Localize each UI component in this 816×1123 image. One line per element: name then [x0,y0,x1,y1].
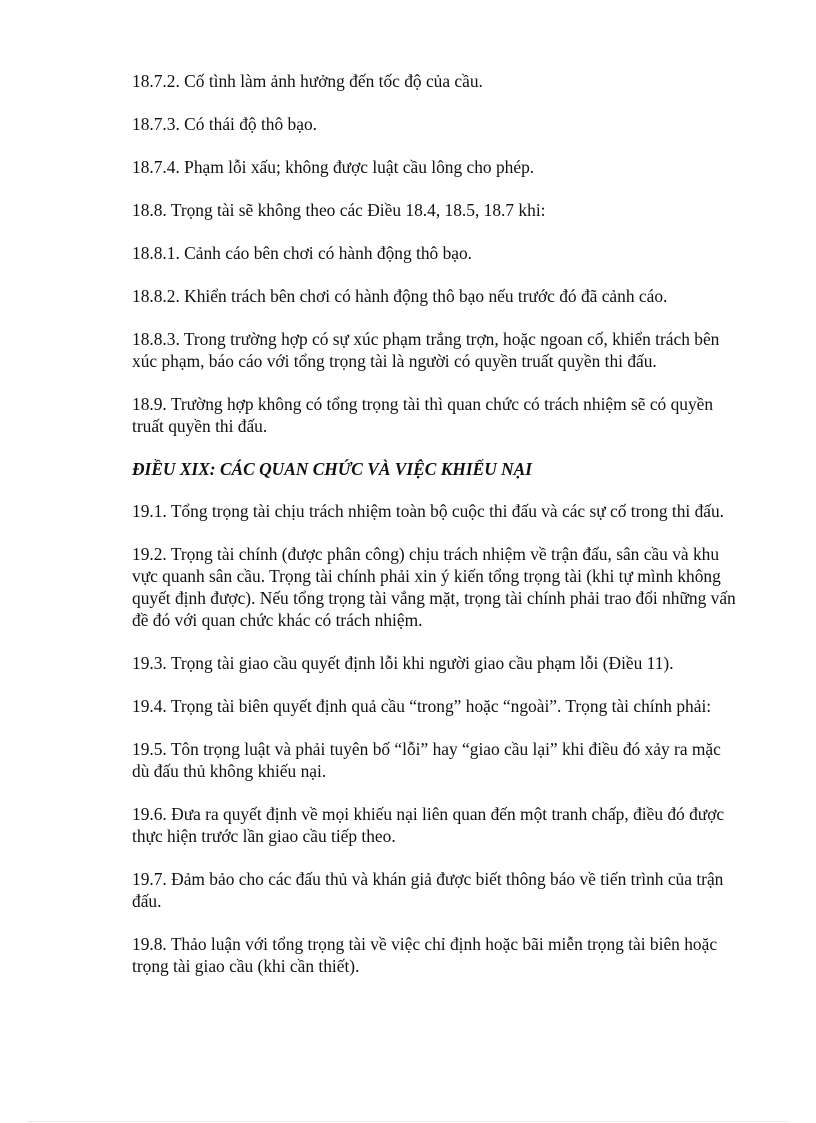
document-body [132,70,742,998]
paragraph-19-5: 19.5. Tôn trọng luật và phải tuyên bố “lỗi” hay “giao cầu lại” khi điều đó xảy ra mặc dù đấu thủ không khiếu nại. [132,739,721,781]
page-bottom-rule [28,1121,788,1122]
section-heading: ĐIỀU XIX: CÁC QUAN CHỨC VÀ VIỆC KHIẾU NẠI [132,459,533,479]
paragraph-18-8-1: 18.8.1. Cảnh cáo bên chơi có hành động thô bạo. [132,243,473,263]
paragraph-19-1: 19.1. Tổng trọng tài chịu trách nhiệm toàn bộ cuộc thi đấu và các sự cố trong thi đấu. [132,501,725,521]
paragraph-18-8-3: 18.8.3. Trong trường hợp có sự xúc phạm trắng trợn, hoặc ngoan cố, khiển trách bên xúc phạm, báo cáo với tổng trọng tài là người có quyền truất quyền thi đấu. [132,329,720,371]
paragraph-18-7-2: 18.7.2. Cố tình làm ảnh hưởng đến tốc độ của cầu. [132,71,483,91]
paragraph-19-6: 19.6. Đưa ra quyết định về mọi khiếu nại liên quan đến một tranh chấp, điều đó được thực hiện trước lần giao cầu tiếp theo. [132,804,725,846]
paragraph-19-8: 19.8. Thảo luận với tổng trọng tài về việc chỉ định hoặc bãi miễn trọng tài biên hoặc trọng tài giao cầu (khi cần thiết). [132,934,718,976]
paragraph-19-2: 19.2. Trọng tài chính (được phân công) chịu trách nhiệm về trận đấu, sân cầu và khu vực quanh sân cầu. Trọng tài chính phải xin ý kiến tổng trọng tài (khi tự mình không quyết định được). Nếu tổng trọng tài vắng mặt, trọng tài chính phải trao đổi những vấn đề đó với quan chức khác có trách nhiệm. [132,544,736,630]
paragraph-18-9: 18.9. Trường hợp không có tổng trọng tài thì quan chức có trách nhiệm sẽ có quyền truất quyền thi đấu. [132,394,714,436]
paragraph-18-8: 18.8. Trọng tài sẽ không theo các Điều 18.4, 18.5, 18.7 khi: [132,200,546,220]
paragraph-19-7: 19.7. Đảm bảo cho các đấu thủ và khán giả được biết thông báo về tiến trình của trận đấu. [132,869,724,911]
paragraph-19-4: 19.4. Trọng tài biên quyết định quả cầu “trong” hoặc “ngoài”. Trọng tài chính phải: [132,696,712,716]
paragraph-18-7-4: 18.7.4. Phạm lỗi xấu; không được luật cầu lông cho phép. [132,157,535,177]
paragraph-18-8-2: 18.8.2. Khiển trách bên chơi có hành động thô bạo nếu trước đó đã cảnh cáo. [132,286,668,306]
paragraph-19-3: 19.3. Trọng tài giao cầu quyết định lỗi khi người giao cầu phạm lỗi (Điều 11). [132,653,674,673]
paragraph-18-7-3: 18.7.3. Có thái độ thô bạo. [132,114,318,134]
